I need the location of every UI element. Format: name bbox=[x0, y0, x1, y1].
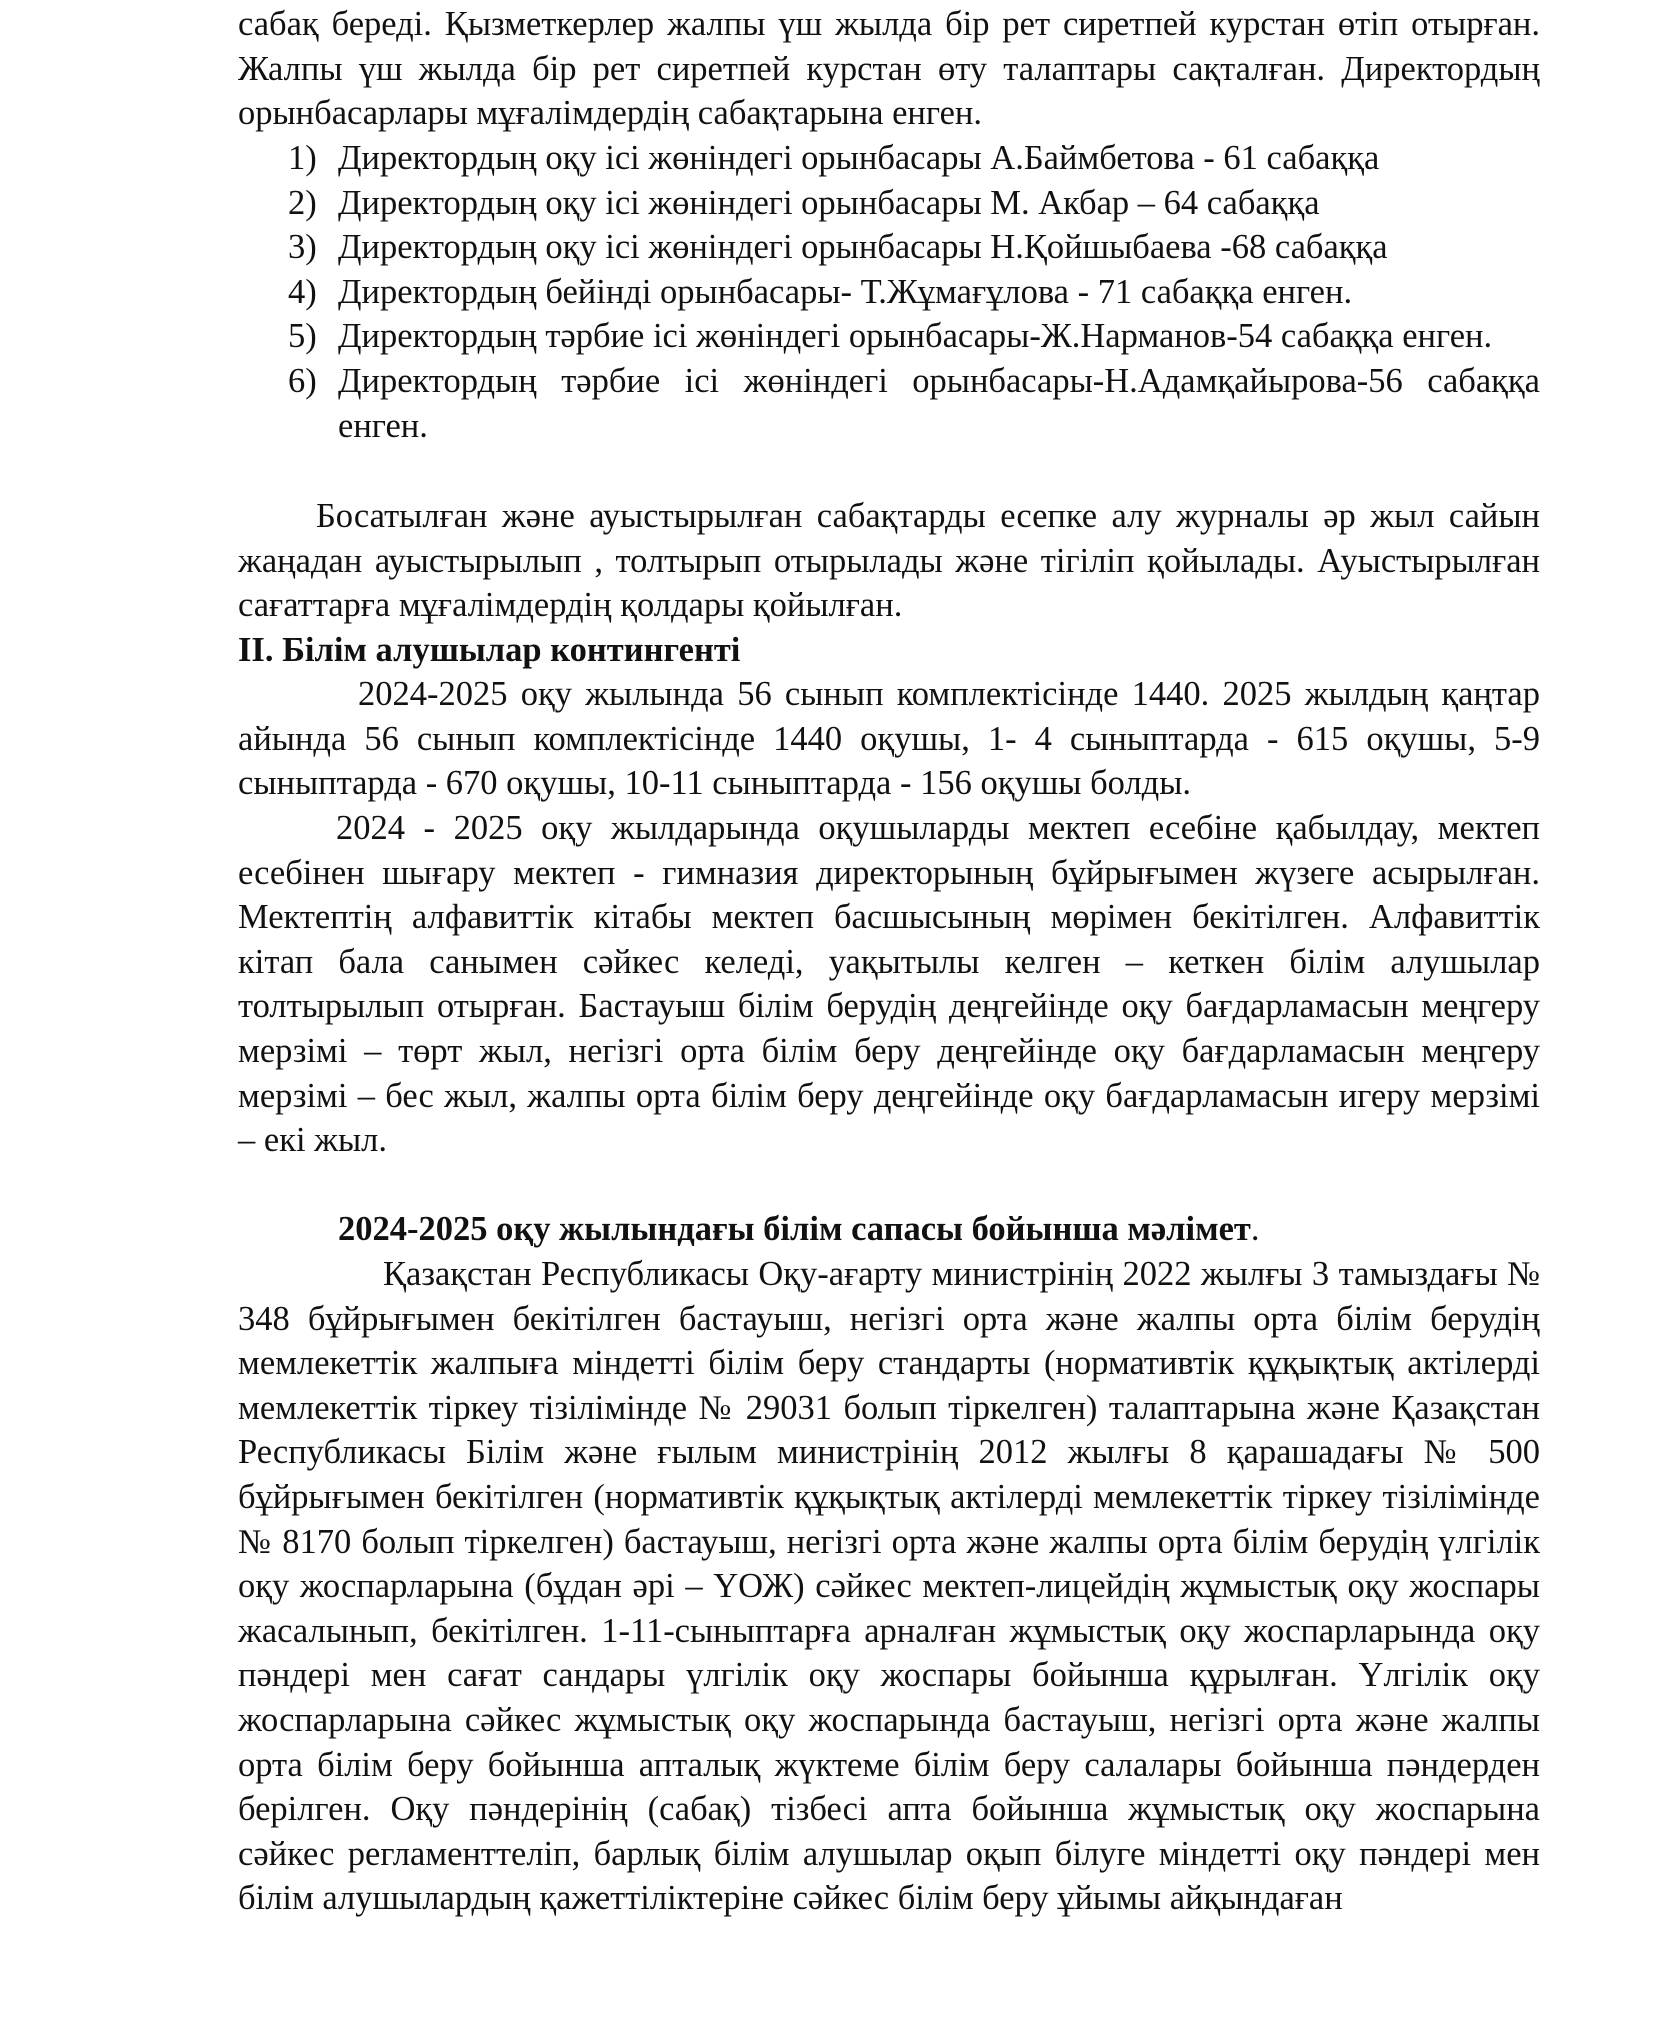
list-item bbox=[238, 181, 1540, 226]
list-number: 1) bbox=[288, 139, 317, 177]
list-number: 4) bbox=[288, 272, 317, 311]
quality-heading-line bbox=[238, 1207, 1640, 1252]
journal-paragraph: Босатылған және ауыстырылған сабақтарды есепке алу журналы әр жыл сайын жаңадан ауыстырылып , толтырып отырылады және тігіліп қойылады. Ауыстырылған сағаттарға мұғалімдердің қолдары қойылған. bbox=[238, 497, 1540, 625]
list-number: 6) bbox=[288, 361, 317, 400]
contingent-paragraph: 2024-2025 оқу жылында 56 сынып комплектісінде 1440. 2025 жылдың қаңтар айында 56 сынып комплектісінде 1440 оқушы, 1- 4 сыныптарда - 615 оқушы, 5-9 сыныптарда - 670 оқушы, 10-11 сыныптарда - 156 оқушы болды. bbox=[238, 675, 1540, 803]
list-item-text: Директордың тәрбие ісі жөніндегі орынбасары-Н.Адамқайырова-56 сабаққа енген. bbox=[338, 361, 1540, 445]
list-item bbox=[238, 136, 1540, 181]
list-item-text: Директордың тәрбие ісі жөніндегі орынбасары-Ж.Нарманов-54 сабаққа енген. bbox=[338, 317, 1493, 356]
list-number: 3) bbox=[288, 228, 317, 267]
list-item-text: Директордың оқу ісі жөніндегі орынбасары М. Акбар – 64 сабаққа bbox=[338, 183, 1320, 222]
list-item bbox=[238, 359, 1540, 448]
section-heading: ІІ. Білім алушылар контингенті bbox=[238, 631, 741, 669]
list-item bbox=[238, 270, 1540, 315]
list-item-text: Директордың оқу ісі жөніндегі орынбасары Н.Қойшыбаева -68 сабаққа bbox=[338, 228, 1388, 267]
list-item-text: Директордың оқу ісі жөніндегі орынбасары А.Баймбетова - 61 сабаққа bbox=[338, 139, 1380, 177]
admission-paragraph: 2024 - 2025 оқу жылдарында оқушыларды мектеп есебіне қабылдау, мектеп есебінен шығару мектеп - гимназия директорының бұйрығымен жүзеге асырылған. Мектептің алфавиттік кітабы мектеп басшысының мөрімен бекітілген. Алфавиттік кітап бала санымен сәйкес келеді, уақытылы келген – кеткен білім алушылар толтырылып отырған. Бастауыш білім берудің деңгейінде оқу бағдарламасын меңгеру мерзімі – төрт жыл, негізгі орта білім беру деңгейінде оқу бағдарламасын меңгеру мерзімі – бес жыл, жалпы орта білім беру деңгейінде оқу бағдарламасын игеру мерзімі – екі жыл. bbox=[238, 809, 1540, 1160]
list-item bbox=[238, 225, 1540, 270]
intro-paragraph: сабақ береді. Қызметкерлер жалпы үш жылда бір рет сиретпей курстан өтіп отырған. Жалпы үш жылда бір рет сиретпей курстан өту талаптары сақталған. Директордың орынбасарлары мұғалімдердің сабақтарына енген. bbox=[238, 5, 1540, 133]
standards-paragraph: Қазақстан Республикасы Оқу-ағарту министрінің 2022 жылғы 3 тамыздағы № 348 бұйрығымен бекітілген бастауыш, негізгі орта және жалпы орта білім берудің мемлекеттік жалпыға міндетті білім беру стандарты (нормативтік құқықтық актілерді мемлекеттік тіркеу тізілімінде № 29031 болып тіркелген) талаптарына және Қазақстан Республикасы Білім және ғылым министрінің 2012 жылғы 8 қарашадағы № 500 бұйрығымен бекітілген (нормативтік құқықтық актілерді мемлекеттік тіркеу тізілімінде № 8170 болып тіркелген) бастауыш, негізгі орта және жалпы орта білім берудің үлгілік оқу жоспарларына (бұдан әрі – ҮОЖ) сәйкес мектеп-лицейдің жұмыстық оқу жоспары жасалынып, бекітілген. 1-11-сыныптарға арналған жұмыстық оқу жоспарларында оқу пәндері мен сағат сандары үлгілік оқу жоспары бойынша құрылған. Үлгілік оқу жоспарларына сәйкес жұмыстық оқу жоспарында бастауыш, негізгі орта және жалпы орта білім беру бойынша апталық жүктеме білім беру салалары бойынша пәндерден берілген. Оқу пәндерінің (сабақ) тізбесі апта бойынша жұмыстық оқу жоспарына сәйкес регламенттеліп, барлық білім алушылар оқып білуге міндетті оқу пәндері мен білім алушылардың қажеттіліктеріне сәйкес білім беру ұйымы айқындаған bbox=[238, 1255, 1540, 1918]
deputy-list bbox=[238, 136, 1540, 448]
list-number: 5) bbox=[288, 317, 317, 356]
list-item bbox=[238, 314, 1540, 359]
list-item-text: Директордың бейінді орынбасары- Т.Жұмағұлова - 71 сабаққа енген. bbox=[338, 272, 1353, 311]
list-number: 2) bbox=[288, 183, 317, 222]
quality-heading: 2024-2025 оқу жылындағы білім сапасы бойынша мәлімет bbox=[338, 1210, 1251, 1248]
quality-heading-period: . bbox=[1250, 1210, 1260, 1248]
